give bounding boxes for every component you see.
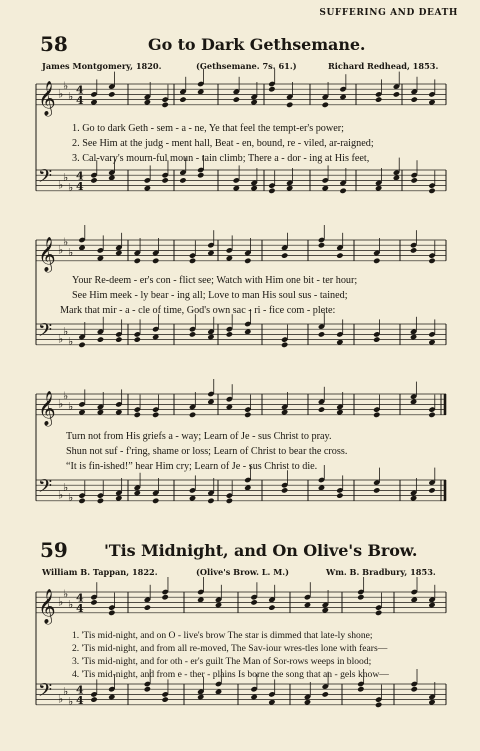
treble-clef-icon: 𝄞	[38, 390, 56, 426]
treble-clef-icon: 𝄞	[38, 588, 56, 624]
note-head	[411, 686, 418, 692]
note-head	[373, 487, 380, 493]
note-head	[207, 498, 214, 504]
music-system	[36, 234, 448, 374]
section-header: SUFFERING AND DEATH	[319, 8, 458, 18]
note-head	[268, 604, 275, 610]
note-head	[189, 258, 196, 264]
note-head	[322, 102, 329, 108]
time-signature-top: 4	[76, 169, 84, 183]
note-head	[97, 336, 104, 342]
note-head	[152, 412, 159, 418]
hymn-59-composer: Wm. B. Bradbury, 1853.	[326, 567, 436, 577]
flat-icon: ♭	[63, 389, 69, 403]
note-head	[428, 412, 435, 418]
note-head	[97, 498, 104, 504]
note-head	[226, 331, 233, 337]
note-head	[336, 492, 343, 498]
note-head	[318, 331, 325, 337]
lyric-line: 1. 'Tis mid-night, and on O - live's brow The star is dimmed that late-ly shone;	[72, 630, 373, 641]
hymn-58-number: 58	[40, 32, 68, 56]
note-head	[226, 498, 233, 504]
flat-icon: ♭	[63, 587, 69, 601]
bass-clef-icon: 𝄢	[38, 680, 53, 706]
time-signature-bottom: 4	[76, 693, 84, 707]
lyric-line: 3. Cal-vary's mourn-ful moun - tain climb; There a - dor - ing at His feet,	[72, 153, 370, 164]
time-signature-top: 4	[76, 591, 84, 605]
note-head	[189, 412, 196, 418]
note-head	[233, 96, 240, 102]
hymn-59-tune: (Olive's Brow. L. M.)	[196, 567, 290, 577]
note-head	[336, 252, 343, 258]
note-head	[428, 188, 435, 194]
flat-icon: ♭	[58, 178, 64, 192]
flat-icon: ♭	[58, 243, 64, 257]
note-head	[161, 594, 168, 600]
note-head	[375, 96, 382, 102]
lyric-line: Your Re-deem - er's con - flict see; Watch with Him one bit - ter hour;	[72, 275, 358, 286]
flat-icon: ♭	[58, 87, 64, 101]
flat-icon: ♭	[63, 79, 69, 93]
hymn-59-number: 59	[40, 538, 68, 562]
treble-clef-icon: 𝄞	[38, 236, 56, 272]
hymn-59-author: William B. Tappan, 1822.	[42, 567, 158, 577]
lyric-line: “It is fin-ished!” hear Him cry; Learn of Je - sus Christ to die.	[66, 461, 318, 472]
lyric-line: Mark that mir - a - cle of time, God's own sac - ri - fice com - plete:	[60, 305, 336, 316]
hymn-58-author: James Montgomery, 1820.	[42, 61, 162, 71]
lyric-line: Shun not suf - f'ring, shame or loss; Learn of Christ to bear the cross.	[66, 446, 348, 457]
lyric-line: 4. 'Tis mid-night, and from e - ther - plains Is borne the song that an - gels know—	[72, 669, 389, 680]
note-head	[90, 696, 97, 702]
lyric-line: Turn not from His griefs a - way; Learn of Je - sus Christ to pray.	[66, 431, 332, 442]
note-head	[161, 102, 168, 108]
note-head	[244, 412, 251, 418]
note-head	[197, 172, 204, 178]
note-head	[411, 96, 418, 102]
flat-icon: ♭	[58, 397, 64, 411]
lyric-line: 2. 'Tis mid-night, and from all re-moved, The Sav-iour wres-tles lone with fears—	[72, 643, 388, 654]
lyric-line: 2. See Him at the judg - ment hall, Beat - en, bound, re - viled, ar-raigned;	[72, 138, 374, 149]
note-head	[281, 487, 288, 493]
note-head	[189, 331, 196, 337]
flat-icon: ♭	[58, 332, 64, 346]
note-head	[108, 610, 115, 616]
note-head	[144, 686, 151, 692]
flat-icon: ♭	[63, 480, 69, 494]
note-head	[161, 696, 168, 702]
note-head	[179, 96, 186, 102]
note-head	[268, 188, 275, 194]
note-head	[134, 258, 141, 264]
note-head	[318, 406, 325, 412]
note-head	[339, 188, 346, 194]
note-head	[78, 498, 85, 504]
lyric-line: See Him meek - ly bear - ing all; Love to man His soul sus - tained;	[72, 290, 348, 301]
note-head	[161, 177, 168, 183]
note-head	[428, 487, 435, 493]
hymn-58-composer: Richard Redhead, 1853.	[328, 61, 439, 71]
time-signature-bottom: 4	[76, 93, 84, 107]
note-head	[268, 86, 275, 92]
note-head	[144, 604, 151, 610]
note-head	[373, 412, 380, 418]
flat-icon: ♭	[58, 488, 64, 502]
note-head	[357, 686, 364, 692]
note-head	[411, 177, 418, 183]
note-head	[373, 336, 380, 342]
flat-icon: ♭	[63, 235, 69, 249]
flat-icon: ♭	[68, 491, 74, 505]
note-head	[375, 702, 382, 708]
note-head	[78, 342, 85, 348]
flat-icon: ♭	[68, 335, 74, 349]
note-head	[90, 599, 97, 605]
note-head	[281, 342, 288, 348]
note-head	[108, 91, 115, 97]
note-head	[152, 498, 159, 504]
time-signature-top: 4	[76, 683, 84, 697]
time-signature-bottom: 4	[76, 179, 84, 193]
staff-group	[36, 225, 446, 348]
note-head	[179, 177, 186, 183]
flat-icon: ♭	[68, 695, 74, 709]
flat-icon: ♭	[68, 90, 74, 103]
note-head	[250, 599, 257, 605]
lyric-line: 3. 'Tis mid-night, and for oth - er's guilt The Man of Sor-rows weeps in blood;	[72, 656, 372, 667]
note-head	[115, 336, 122, 342]
note-head	[286, 102, 293, 108]
time-signature-top: 4	[76, 83, 84, 97]
flat-icon: ♭	[68, 400, 74, 413]
note-head	[318, 242, 325, 248]
time-signature-bottom: 4	[76, 601, 84, 615]
hymn-58-title: Go to Dark Gethsemane.	[148, 35, 366, 54]
note-head	[90, 177, 97, 183]
flat-icon: ♭	[63, 324, 69, 338]
flat-icon: ♭	[58, 692, 64, 706]
note-head	[281, 252, 288, 258]
note-head	[428, 258, 435, 264]
treble-clef-icon: 𝄞	[38, 80, 56, 116]
note-head	[244, 258, 251, 264]
note-head	[152, 258, 159, 264]
flat-icon: ♭	[68, 181, 74, 195]
note-head	[134, 412, 141, 418]
hymn-58-tune: (Gethsemane. 7s. 61.)	[196, 61, 297, 71]
note-head	[373, 258, 380, 264]
flat-icon: ♭	[58, 595, 64, 609]
note-head	[134, 336, 141, 342]
note-head	[393, 91, 400, 97]
hymn-59-title: 'Tis Midnight, and On Olive's Brow.	[104, 541, 418, 560]
note-head	[357, 594, 364, 600]
lyric-line: 1. Go to dark Geth - sem - a - ne, Ye that feel the tempt-er's power;	[72, 123, 345, 134]
music-system	[36, 388, 448, 528]
flat-icon: ♭	[63, 170, 69, 184]
bass-clef-icon: 𝄢	[38, 320, 53, 346]
flat-icon: ♭	[63, 684, 69, 698]
bass-clef-icon: 𝄢	[38, 476, 53, 502]
flat-icon: ♭	[68, 598, 74, 611]
note-head	[322, 691, 329, 697]
note-head	[410, 247, 417, 253]
bass-clef-icon: 𝄢	[38, 166, 53, 192]
note-head	[375, 610, 382, 616]
flat-icon: ♭	[68, 246, 74, 259]
